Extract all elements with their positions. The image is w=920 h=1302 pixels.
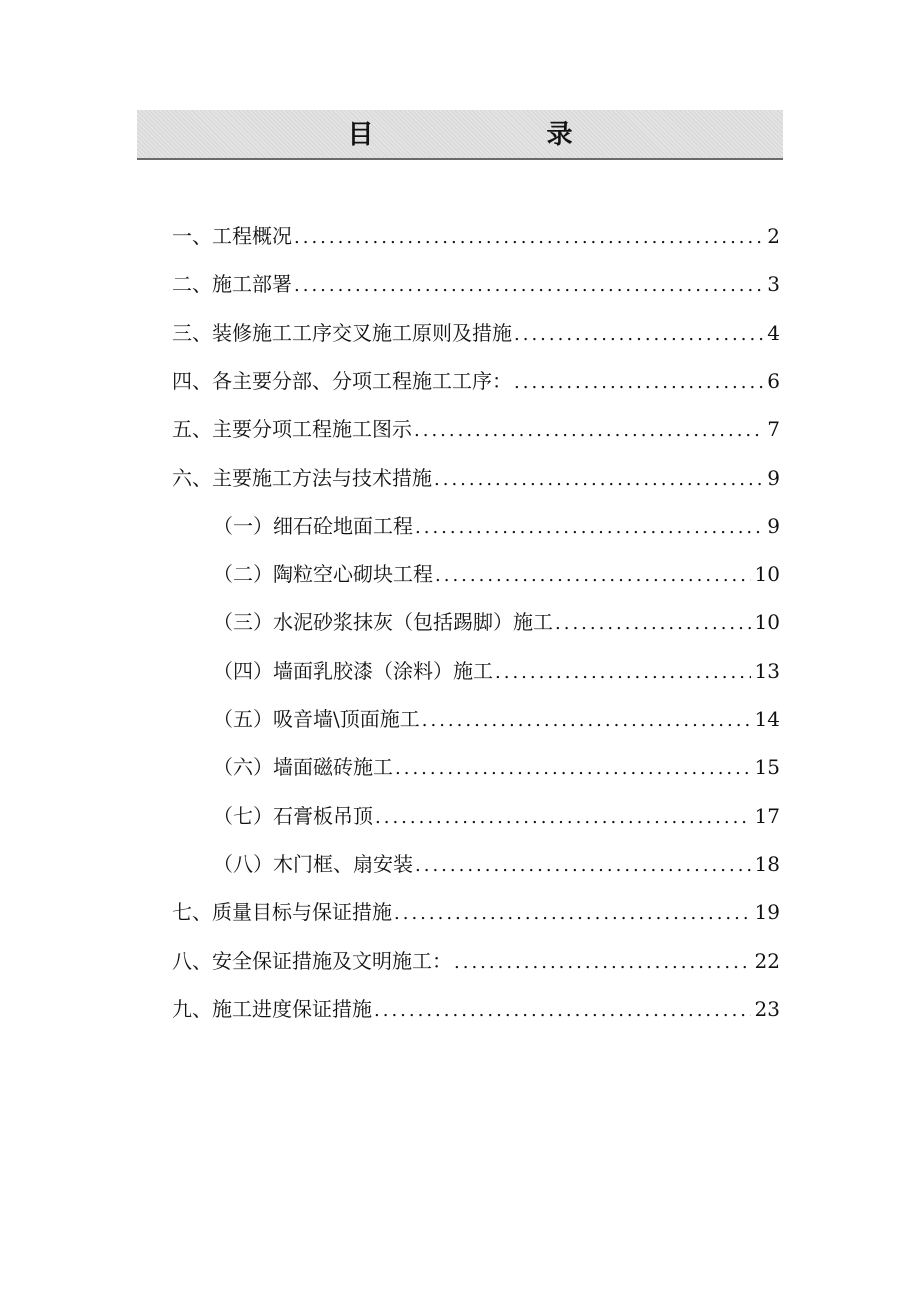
toc-entry-page-number: 3 [767,272,780,296]
toc-entry-label: 一、工程概况 [172,224,292,248]
dot-leader [454,949,751,977]
toc-entry-label: 八、安全保证措施及文明施工： [172,949,452,973]
toc-entry-label: （五）吸音墙\顶面施工 [213,707,420,731]
dot-leader [495,659,751,687]
toc-entry[interactable] [172,995,780,1023]
toc-entry-label: （二）陶粒空心砌块工程 [213,562,433,586]
toc-entry-page-number: 18 [754,852,780,876]
toc-entry-page-number: 19 [754,900,780,924]
toc-entry-page-number: 13 [754,659,780,683]
toc-entry-label: （三）水泥砂浆抹灰（包括踢脚）施工 [213,610,553,634]
dot-leader [434,466,763,494]
toc-entry[interactable] [213,657,780,685]
toc-entry[interactable] [213,512,780,540]
dot-leader [374,997,751,1025]
toc-entry-label: （四）墙面乳胶漆（涂料）施工 [213,659,493,683]
toc-entry[interactable] [172,947,780,975]
dot-leader [395,755,751,783]
toc-entry[interactable] [172,367,780,395]
dot-leader [514,369,763,397]
dot-leader [415,514,763,542]
dot-leader [514,321,763,349]
dot-leader [414,417,763,445]
toc-entry-label: 二、施工部署 [172,272,292,296]
toc-entry-label: （一）细石砼地面工程 [213,514,413,538]
toc-entry-label: （六）墙面磁砖施工 [213,755,393,779]
toc-entry[interactable] [172,319,780,347]
dot-leader [294,224,763,252]
toc-entry-label: 三、装修施工工序交叉施工原则及措施 [172,321,512,345]
toc-entry-page-number: 6 [767,369,780,393]
dot-leader [422,707,751,735]
toc-entry-label: （八）木门框、扇安装 [213,852,413,876]
dot-leader [375,804,751,832]
dot-leader [435,562,751,590]
dot-leader [394,900,751,928]
toc-entry[interactable] [213,560,780,588]
toc-entry[interactable] [213,705,780,733]
toc-entry-page-number: 14 [754,707,780,731]
toc-entry[interactable] [172,222,780,250]
toc-entry[interactable] [172,898,780,926]
toc-entry[interactable] [172,415,780,443]
toc-entry[interactable] [213,753,780,781]
toc-entry-page-number: 17 [754,804,780,828]
toc-entry-page-number: 23 [754,997,780,1021]
dot-leader [294,272,763,300]
toc-entry-page-number: 4 [767,321,780,345]
toc-entry-label: 六、主要施工方法与技术措施 [172,466,432,490]
toc-entry-label: 四、各主要分部、分项工程施工工序： [172,369,512,393]
toc-entry-label: 九、施工进度保证措施 [172,997,372,1021]
page-title: 目 录 [347,120,655,150]
toc-entry-page-number: 7 [767,417,780,441]
toc-entry-label: 七、质量目标与保证措施 [172,900,392,924]
toc-entry[interactable] [213,802,780,830]
toc-entry-page-number: 10 [754,562,780,586]
toc-entry-page-number: 15 [754,755,780,779]
toc-entry[interactable] [172,464,780,492]
toc-entry[interactable] [172,270,780,298]
dot-leader [555,610,751,638]
toc-entry-label: （七）石膏板吊顶 [213,804,373,828]
toc-entry-page-number: 9 [767,466,780,490]
toc-entry-page-number: 2 [767,224,780,248]
toc-entry[interactable] [213,608,780,636]
toc-entry[interactable] [213,850,780,878]
dot-leader [415,852,751,880]
toc-entry-page-number: 22 [754,949,780,973]
toc-entry-page-number: 10 [754,610,780,634]
toc-entry-page-number: 9 [767,514,780,538]
toc-entry-label: 五、主要分项工程施工图示 [172,417,412,441]
